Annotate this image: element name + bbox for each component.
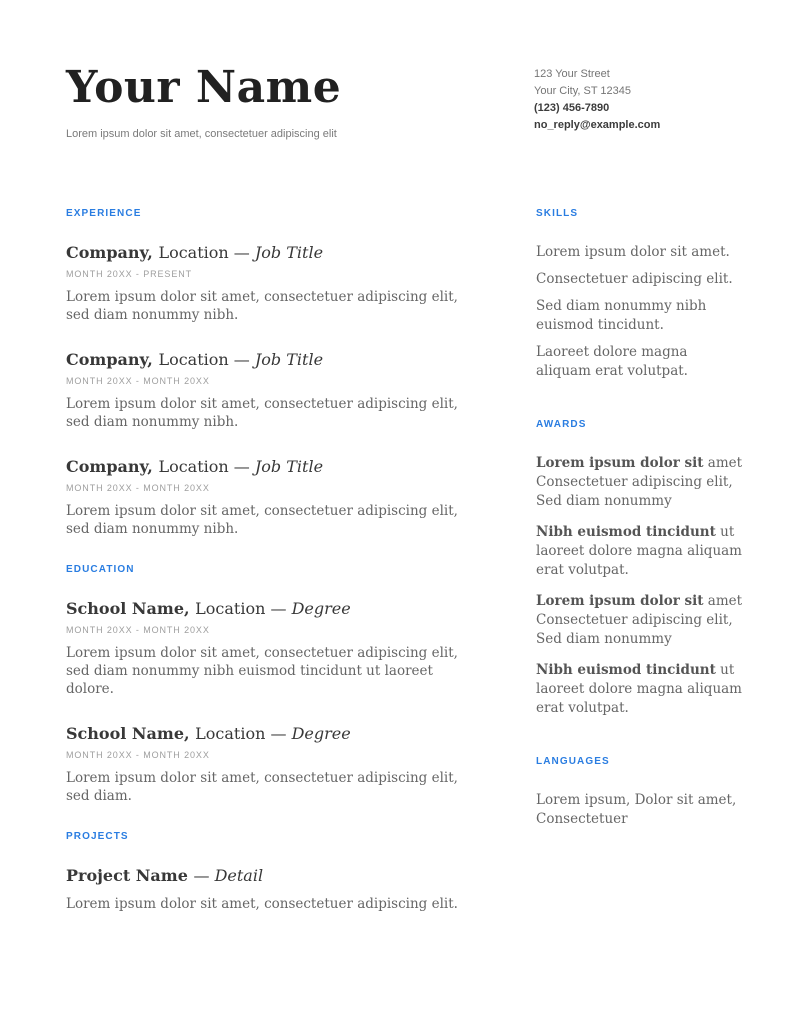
- company-name: Company,: [66, 457, 159, 476]
- skill-item: Sed diam nonummy nibh euismod tincidunt.: [536, 298, 707, 333]
- skill-item: Laoreet dolore magna aliquam erat volutpat.: [536, 344, 688, 379]
- award-title: Lorem ipsum dolor sit: [536, 455, 704, 471]
- project-entry: [66, 866, 476, 913]
- job-title: Job Title: [254, 350, 324, 369]
- experience-entry-title: [66, 350, 476, 370]
- degree: Degree: [291, 724, 351, 743]
- contact-block: [534, 64, 746, 134]
- experience-dates: MONTH 20XX - MONTH 20XX: [66, 483, 210, 493]
- contact-phone: (123) 456-7890: [534, 102, 610, 114]
- left-column: [66, 208, 476, 939]
- tagline: Lorem ipsum dolor sit amet, consectetuer adipiscing elit: [66, 128, 337, 140]
- job-title: Job Title: [254, 457, 324, 476]
- identity-block: [66, 64, 341, 140]
- award-title: Nibh euismod tincidunt: [536, 524, 716, 540]
- section-skills: [536, 208, 746, 381]
- company-location: Location —: [158, 350, 255, 369]
- school-name: School Name,: [66, 599, 196, 618]
- experience-header: EXPERIENCE: [66, 208, 142, 219]
- education-entry: [66, 599, 476, 698]
- resume-header: [66, 64, 746, 140]
- company-name: Company,: [66, 243, 159, 262]
- education-dates: MONTH 20XX - MONTH 20XX: [66, 625, 210, 635]
- project-name: Project Name: [66, 866, 194, 885]
- section-education: [66, 564, 476, 805]
- languages-header: LANGUAGES: [536, 756, 610, 767]
- project-description: Lorem ipsum dolor sit amet, consectetuer adipiscing elit.: [66, 896, 458, 912]
- experience-description: Lorem ipsum dolor sit amet, consectetuer adipiscing elit, sed diam nonummy nibh.: [66, 503, 458, 537]
- company-location: Location —: [158, 457, 255, 476]
- contact-address-line1: 123 Your Street: [534, 68, 610, 80]
- award-item: [536, 523, 746, 580]
- experience-description: Lorem ipsum dolor sit amet, consectetuer adipiscing elit, sed diam nonummy nibh.: [66, 396, 458, 430]
- experience-dates: MONTH 20XX - MONTH 20XX: [66, 376, 210, 386]
- experience-entry: [66, 243, 476, 324]
- degree: Degree: [291, 599, 351, 618]
- award-text: amet Consectetuer adipiscing elit, Sed diam nonummy: [536, 455, 743, 509]
- skills-header: SKILLS: [536, 208, 579, 219]
- award-text: ut laoreet dolore magna aliquam erat volutpat.: [536, 662, 742, 716]
- education-entry-title: [66, 724, 476, 744]
- company-location: Location —: [158, 243, 255, 262]
- section-languages: [536, 756, 746, 829]
- education-entry: [66, 724, 476, 805]
- project-detail: Detail: [214, 866, 264, 885]
- project-entry-title: [66, 866, 476, 886]
- skill-item: Consectetuer adipiscing elit.: [536, 271, 733, 287]
- education-entry-title: [66, 599, 476, 619]
- section-experience: [66, 208, 476, 538]
- experience-entry-title: [66, 457, 476, 477]
- experience-entry: [66, 457, 476, 538]
- award-title: Lorem ipsum dolor sit: [536, 593, 704, 609]
- section-projects: [66, 831, 476, 913]
- job-title: Job Title: [254, 243, 324, 262]
- language-item: Lorem ipsum, Dolor sit amet, Consectetuer: [536, 792, 737, 827]
- awards-header: AWARDS: [536, 419, 587, 430]
- projects-header: PROJECTS: [66, 831, 129, 842]
- school-name: School Name,: [66, 724, 196, 743]
- experience-dates: MONTH 20XX - PRESENT: [66, 269, 193, 279]
- award-item: [536, 454, 746, 511]
- skill-item: Lorem ipsum dolor sit amet.: [536, 244, 730, 260]
- contact-address-line2: Your City, ST 12345: [534, 85, 632, 97]
- education-dates: MONTH 20XX - MONTH 20XX: [66, 750, 210, 760]
- content-columns: [66, 208, 746, 939]
- experience-entry: [66, 350, 476, 431]
- school-location: Location —: [195, 724, 292, 743]
- award-text: amet Consectetuer adipiscing elit, Sed diam nonummy: [536, 593, 743, 647]
- project-dash: —: [193, 866, 215, 885]
- school-location: Location —: [195, 599, 292, 618]
- education-header: EDUCATION: [66, 564, 135, 575]
- education-description: Lorem ipsum dolor sit amet, consectetuer adipiscing elit, sed diam.: [66, 770, 458, 804]
- award-item: [536, 592, 746, 649]
- award-title: Nibh euismod tincidunt: [536, 662, 716, 678]
- award-text: ut laoreet dolore magna aliquam erat volutpat.: [536, 524, 742, 578]
- experience-entry-title: [66, 243, 476, 263]
- right-column: [536, 208, 746, 939]
- education-description: Lorem ipsum dolor sit amet, consectetuer adipiscing elit, sed diam nonummy nibh euismod tincidunt ut laoreet dolore.: [66, 645, 458, 697]
- award-item: [536, 661, 746, 718]
- contact-email: no_reply@example.com: [534, 119, 661, 131]
- experience-description: Lorem ipsum dolor sit amet, consectetuer adipiscing elit, sed diam nonummy nibh.: [66, 289, 458, 323]
- company-name: Company,: [66, 350, 159, 369]
- section-awards: [536, 419, 746, 718]
- person-name: Your Name: [66, 62, 342, 113]
